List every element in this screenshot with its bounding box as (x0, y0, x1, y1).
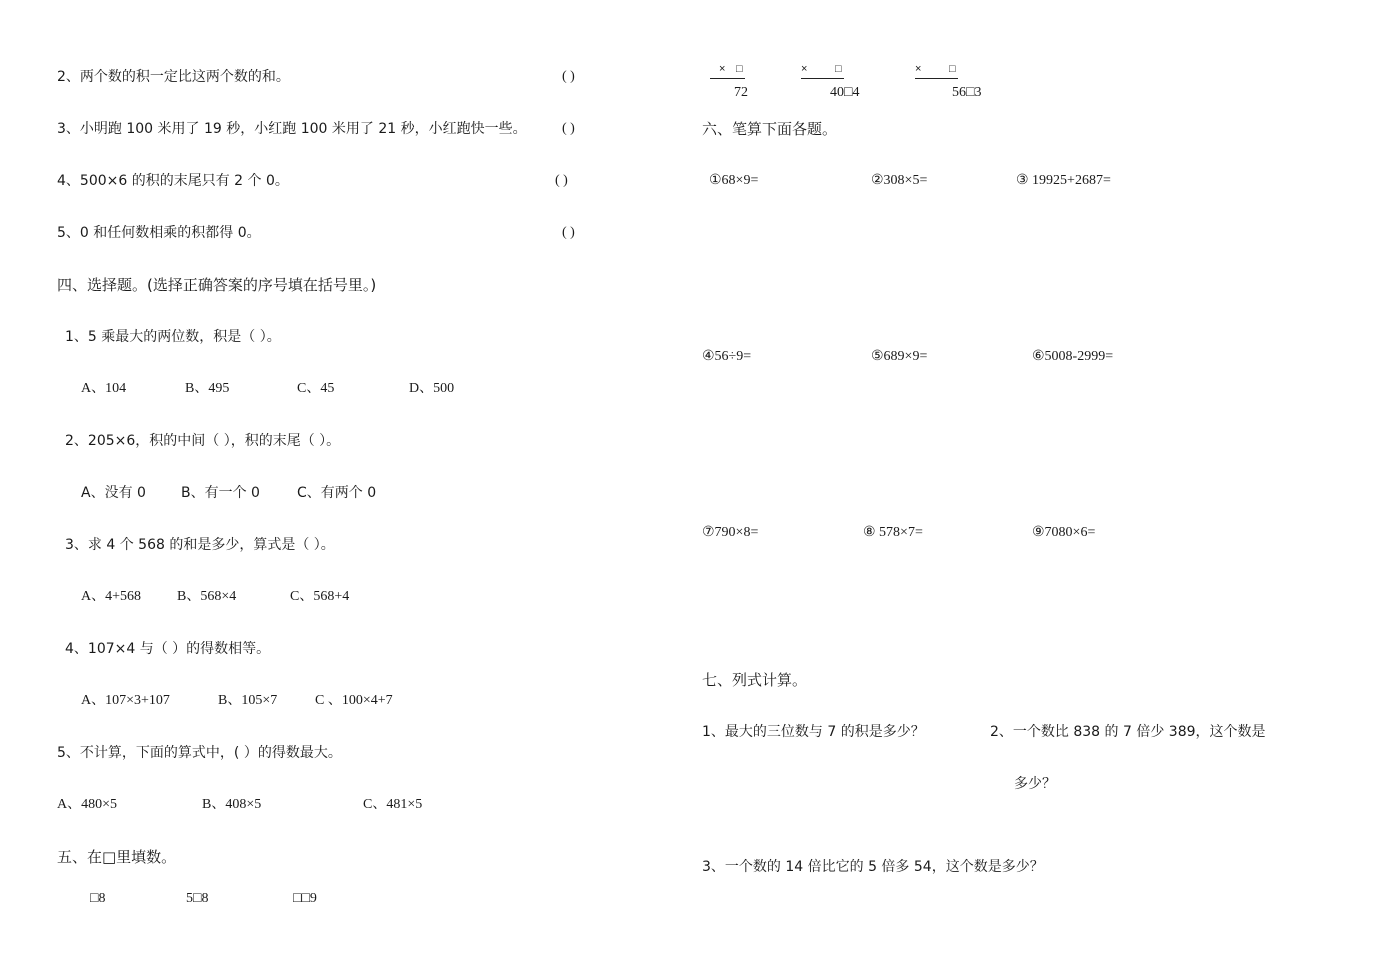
calc-problem-1: ①68×9= (709, 173, 759, 188)
q3-option-a[interactable]: A、4+568 (81, 589, 142, 604)
fill-box-number-2[interactable]: 5□8 (186, 891, 209, 906)
q1-option-a[interactable]: A、104 (81, 381, 127, 396)
product-result[interactable]: 56□3 (952, 85, 982, 100)
calc-problem-9: ⑨7080×6= (1032, 525, 1096, 540)
judge-item-4: 4、500×6 的积的末尾只有 2 个 0。 (57, 173, 289, 189)
word-problem-2-line1: 2、一个数比 838 的 7 倍少 389，这个数是 (990, 724, 1266, 740)
section-5-title: 五、在□里填数。 (57, 848, 177, 866)
calc-problem-8: ⑧ 578×7= (863, 525, 923, 540)
fill-box-number-3[interactable]: □□9 (293, 891, 317, 906)
answer-bracket-2[interactable]: ( ) (562, 69, 575, 84)
vertical-multiplication-1 (710, 62, 790, 108)
vertical-multiplication-2 (801, 62, 881, 108)
q5-option-b[interactable]: B、408×5 (202, 797, 262, 812)
q4-option-b[interactable]: B、105×7 (218, 693, 278, 708)
q4-option-c[interactable]: C 、100×4+7 (315, 693, 393, 708)
q1-option-d[interactable]: D、500 (409, 381, 455, 396)
q1-option-c[interactable]: C、45 (297, 381, 335, 396)
q3-option-c[interactable]: C、568+4 (290, 589, 350, 604)
fill-box[interactable]: □ (949, 63, 956, 75)
times-icon: × (719, 63, 726, 75)
q2-option-a[interactable]: A、没有 0 (81, 485, 146, 501)
calc-problem-6: ⑥5008-2999= (1032, 349, 1114, 364)
choice-question-4: 4、107×4 与（ ）的得数相等。 (65, 641, 271, 657)
answer-bracket-3[interactable]: ( ) (562, 121, 575, 136)
q3-option-b[interactable]: B、568×4 (177, 589, 237, 604)
divider-line (801, 78, 844, 79)
word-problem-1: 1、最大的三位数与 7 的积是多少？ (702, 724, 925, 740)
divider-line (710, 78, 745, 79)
judge-item-3: 3、小明跑 100 米用了 19 秒，小红跑 100 米用了 21 秒，小红跑快一些。 (57, 121, 527, 137)
q5-option-c[interactable]: C、481×5 (363, 797, 423, 812)
word-problem-2-line2: 多少？ (1014, 776, 1056, 792)
vertical-multiplication-3 (915, 62, 995, 108)
q1-option-b[interactable]: B、495 (185, 381, 230, 396)
divider-line (915, 78, 958, 79)
product-result[interactable]: 40□4 (830, 85, 860, 100)
choice-question-1: 1、5 乘最大的两位数，积是（ ）。 (65, 329, 281, 345)
answer-bracket-4[interactable]: ( ) (555, 173, 568, 188)
choice-question-5: 5、不计算，下面的算式中，( ）的得数最大。 (57, 745, 342, 761)
times-icon: × (915, 63, 922, 75)
section-7-title: 七、列式计算。 (702, 671, 808, 689)
calc-problem-4: ④56÷9= (702, 349, 752, 364)
fill-box[interactable]: □ (835, 63, 842, 75)
judge-item-2: 2、两个数的积一定比这两个数的和。 (57, 69, 290, 85)
answer-bracket-5[interactable]: ( ) (562, 225, 575, 240)
judge-item-5: 5、0 和任何数相乘的积都得 0。 (57, 225, 261, 241)
word-problem-3: 3、一个数的 14 倍比它的 5 倍多 54，这个数是多少？ (702, 859, 1044, 875)
choice-question-2: 2、205×6，积的中间（ ），积的末尾（ ）。 (65, 433, 341, 449)
calc-problem-5: ⑤689×9= (871, 349, 928, 364)
q2-option-c[interactable]: C、有两个 0 (297, 485, 377, 501)
q4-option-a[interactable]: A、107×3+107 (81, 693, 170, 708)
q2-option-b[interactable]: B、有一个 0 (181, 485, 260, 501)
section-4-title: 四、选择题。(选择正确答案的序号填在括号里。) (57, 276, 377, 294)
fill-box[interactable]: □ (736, 63, 743, 75)
calc-problem-3: ③ 19925+2687= (1016, 173, 1111, 188)
fill-box-number-1[interactable]: □8 (90, 891, 106, 906)
times-icon: × (801, 63, 808, 75)
q5-option-a[interactable]: A、480×5 (57, 797, 118, 812)
calc-problem-7: ⑦790×8= (702, 525, 759, 540)
section-6-title: 六、笔算下面各题。 (702, 120, 838, 138)
product-result: 72 (734, 85, 748, 100)
choice-question-3: 3、求 4 个 568 的和是多少，算式是（ ）。 (65, 537, 335, 553)
calc-problem-2: ②308×5= (871, 173, 928, 188)
